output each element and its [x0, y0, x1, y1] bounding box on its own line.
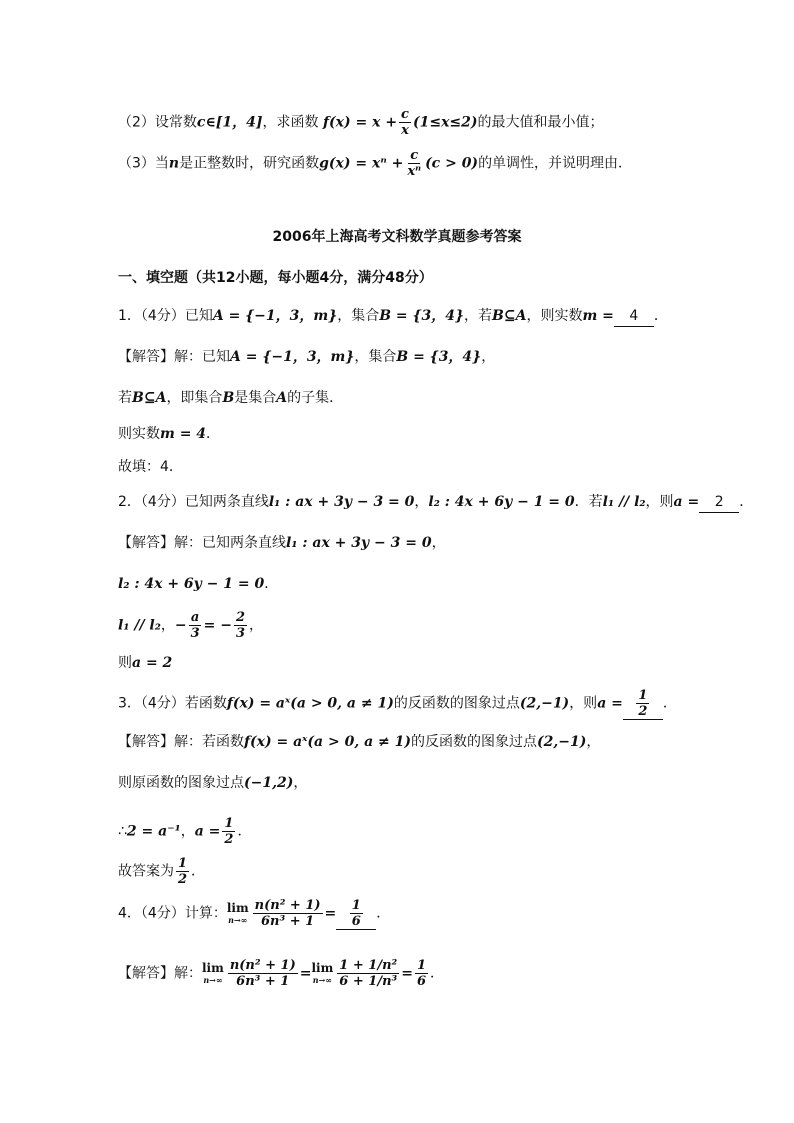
- text: ，集合: [337, 308, 380, 324]
- limit-subscript: n→∞: [203, 974, 223, 985]
- fraction-numerator: 2: [236, 610, 246, 625]
- fraction-denominator: 2: [638, 704, 648, 719]
- solution-3-line-3: [118, 816, 251, 847]
- fraction-denominator: xⁿ: [407, 164, 422, 179]
- fraction: [337, 958, 399, 989]
- text: 是集合: [234, 390, 277, 406]
- text: ．: [653, 308, 668, 324]
- math: g(x) = xⁿ +: [319, 155, 404, 172]
- math: m =: [582, 308, 614, 324]
- text: 【解答】解：若函数: [118, 734, 244, 750]
- fraction-numerator: 1: [416, 958, 426, 973]
- text: 3．（4分）若函数: [118, 695, 227, 712]
- math: = −: [203, 617, 232, 634]
- math: (c > 0): [425, 155, 479, 172]
- math: B⊆A: [132, 390, 167, 406]
- text: 2．（4分）已知两条直线: [118, 494, 269, 510]
- text: ，若: [464, 308, 493, 324]
- math: a =: [597, 695, 623, 712]
- answer-blank: 2: [699, 492, 739, 513]
- math: l₁ : ax + 3y − 3 = 0: [286, 535, 432, 551]
- text: 若: [118, 390, 132, 406]
- math: m = 4: [160, 426, 207, 442]
- fraction: [222, 816, 235, 847]
- text: 【解答】解：: [118, 965, 202, 982]
- math: B: [222, 390, 235, 406]
- fraction: [189, 610, 202, 641]
- text: 【解答】解：已知两条直线: [118, 535, 286, 551]
- fraction-numerator: 1: [178, 856, 188, 871]
- limit-operator: [202, 962, 224, 986]
- solution-2-line-2: [118, 574, 278, 594]
- math: (2,−1): [519, 695, 570, 712]
- text: ，: [160, 617, 175, 634]
- text: ，: [586, 734, 601, 750]
- math: =: [324, 905, 337, 922]
- fraction: [636, 688, 649, 719]
- text: ，: [249, 617, 264, 634]
- fraction-denominator: 3: [236, 626, 246, 641]
- fraction-numerator: c: [401, 107, 409, 122]
- text: ．: [376, 905, 391, 922]
- text: ．: [430, 965, 444, 982]
- solution-2-line-1: [118, 533, 446, 553]
- fraction: [415, 958, 428, 989]
- text: （2）设常数: [118, 114, 197, 131]
- section-heading: 一、填空题（共12小题，每小题4分，满分48分）: [118, 270, 433, 286]
- solution-1-fill: 故填：4．: [118, 459, 183, 475]
- text: 4．（4分）计算：: [118, 905, 227, 922]
- math: B = {3，4}: [379, 308, 465, 324]
- fraction: [253, 898, 323, 929]
- question-4: [118, 898, 390, 930]
- fraction: [176, 856, 189, 887]
- math: A: [276, 390, 288, 406]
- limit-operator: [311, 962, 333, 986]
- text: ．: [662, 695, 677, 712]
- math: A = {−1，3，m}: [230, 349, 355, 365]
- solution-1-line-1: [118, 347, 495, 367]
- text: 的反函数的图象过点: [411, 734, 538, 750]
- math: n: [168, 155, 180, 172]
- fraction-numerator: n(n² + 1): [229, 958, 296, 973]
- text: ，则实数: [526, 308, 583, 324]
- question-part-2: [118, 107, 604, 138]
- fraction: [228, 958, 298, 989]
- text: ，则: [645, 494, 674, 510]
- solution-1-line-2: [118, 388, 343, 408]
- math: A = {−1，3，m}: [212, 308, 338, 324]
- text: ．若: [574, 494, 603, 510]
- solution-2-line-4: [118, 653, 172, 673]
- math: B = {3，4}: [396, 349, 482, 365]
- question-part-3: [118, 148, 632, 179]
- math: f(x) = aˣ(a > 0, a ≠ 1): [244, 734, 412, 750]
- math: (−1,2): [244, 775, 294, 791]
- text: ，: [293, 775, 308, 791]
- answer-blank: [623, 688, 663, 720]
- fraction-numerator: 1: [638, 688, 648, 703]
- math: c∈[1，4]: [196, 114, 263, 131]
- page-title: 2006年上海高考文科数学真题参考答案: [272, 229, 522, 245]
- math: −: [174, 617, 187, 634]
- math: a = 2: [132, 655, 173, 671]
- math: (2,−1): [537, 734, 587, 750]
- text: ．: [191, 863, 206, 880]
- text: 则实数: [118, 426, 160, 442]
- question-2: [118, 492, 753, 513]
- text: ．: [237, 823, 252, 840]
- fraction-numerator: 1: [351, 898, 361, 913]
- text: 是正整数时，研究函数: [179, 155, 320, 172]
- limit-subscript: n→∞: [312, 974, 332, 985]
- math: B⊆A: [492, 308, 527, 324]
- fraction-numerator: 1: [224, 816, 234, 831]
- question-3: [118, 688, 677, 720]
- text: 故答案为: [118, 863, 174, 880]
- math: l₂ : 4x + 6y − 1 = 0: [428, 494, 575, 510]
- solution-2-line-3: [118, 610, 263, 641]
- text: ，则: [569, 695, 598, 712]
- fraction-numerator: c: [410, 148, 419, 163]
- fraction: [399, 107, 411, 138]
- fraction-denominator: 6n³ + 1: [261, 914, 315, 929]
- text: ，求函数: [262, 114, 323, 131]
- fraction-denominator: 3: [190, 626, 200, 641]
- fraction: [234, 610, 247, 641]
- fraction-denominator: x: [401, 123, 409, 138]
- math: l₁ : ax + 3y − 3 = 0: [268, 494, 415, 510]
- solution-4: [118, 958, 444, 989]
- text: ，: [414, 494, 429, 510]
- math: l₁ // l₂: [118, 617, 161, 634]
- solution-3-line-4: [118, 856, 205, 887]
- limit-label: lim: [311, 960, 334, 975]
- limit-operator: [227, 902, 249, 926]
- text: （3）当: [118, 155, 169, 172]
- fraction-denominator: 6: [351, 914, 361, 929]
- text: 则原函数的图象过点: [118, 775, 244, 791]
- text: ，: [180, 823, 195, 840]
- text: 【解答】解：已知: [118, 349, 230, 365]
- math: =: [401, 965, 413, 982]
- fraction: [350, 898, 363, 929]
- text: ．: [264, 576, 279, 592]
- therefore-symbol: ∴: [118, 823, 127, 840]
- solution-1-line-3: [118, 424, 220, 444]
- fraction-numerator: a: [190, 610, 200, 625]
- text: ，: [481, 349, 496, 365]
- limit-subscript: n→∞: [228, 914, 248, 925]
- fraction: [405, 148, 423, 179]
- text: 则: [118, 655, 132, 671]
- math: 2 = a⁻¹: [126, 823, 181, 840]
- fraction-denominator: 2: [224, 832, 234, 847]
- text: ，即集合: [166, 390, 223, 406]
- answer-blank: 4: [614, 306, 654, 327]
- math: (1≤x≤2): [412, 114, 478, 131]
- math: f(x) = aˣ(a > 0, a ≠ 1): [226, 695, 394, 712]
- solution-3-line-1: [118, 732, 600, 752]
- fraction-denominator: 6 + 1/n³: [339, 974, 398, 989]
- limit-label: lim: [202, 960, 224, 975]
- answer-blank: [336, 898, 376, 930]
- solution-3-line-2: [118, 773, 307, 793]
- limit-label: lim: [226, 900, 249, 915]
- fraction-numerator: n(n² + 1): [254, 898, 321, 913]
- math: =: [299, 965, 312, 982]
- text: 的最大值和最小值；: [477, 114, 604, 131]
- math: f(x) = x +: [323, 114, 398, 131]
- math: l₂ : 4x + 6y − 1 = 0: [118, 576, 265, 592]
- fraction-denominator: 6: [416, 974, 426, 989]
- text: ，: [431, 535, 446, 551]
- text: ．: [739, 494, 754, 510]
- text: ，集合: [354, 349, 397, 365]
- text: 1．（4分）已知: [118, 308, 213, 324]
- fraction-denominator: 6n³ + 1: [236, 974, 290, 989]
- text: ．: [206, 426, 221, 442]
- math: l₁ // l₂: [602, 494, 646, 510]
- text: 的单调性，并说明理由．: [478, 155, 633, 172]
- fraction-denominator: 2: [178, 872, 188, 887]
- text: 的子集．: [287, 390, 344, 406]
- fraction-numerator: 1 + 1/n²: [339, 958, 398, 973]
- question-1: [118, 306, 668, 327]
- text: 的反函数的图象过点: [393, 695, 520, 712]
- math: a =: [673, 494, 700, 510]
- math: a =: [194, 823, 221, 840]
